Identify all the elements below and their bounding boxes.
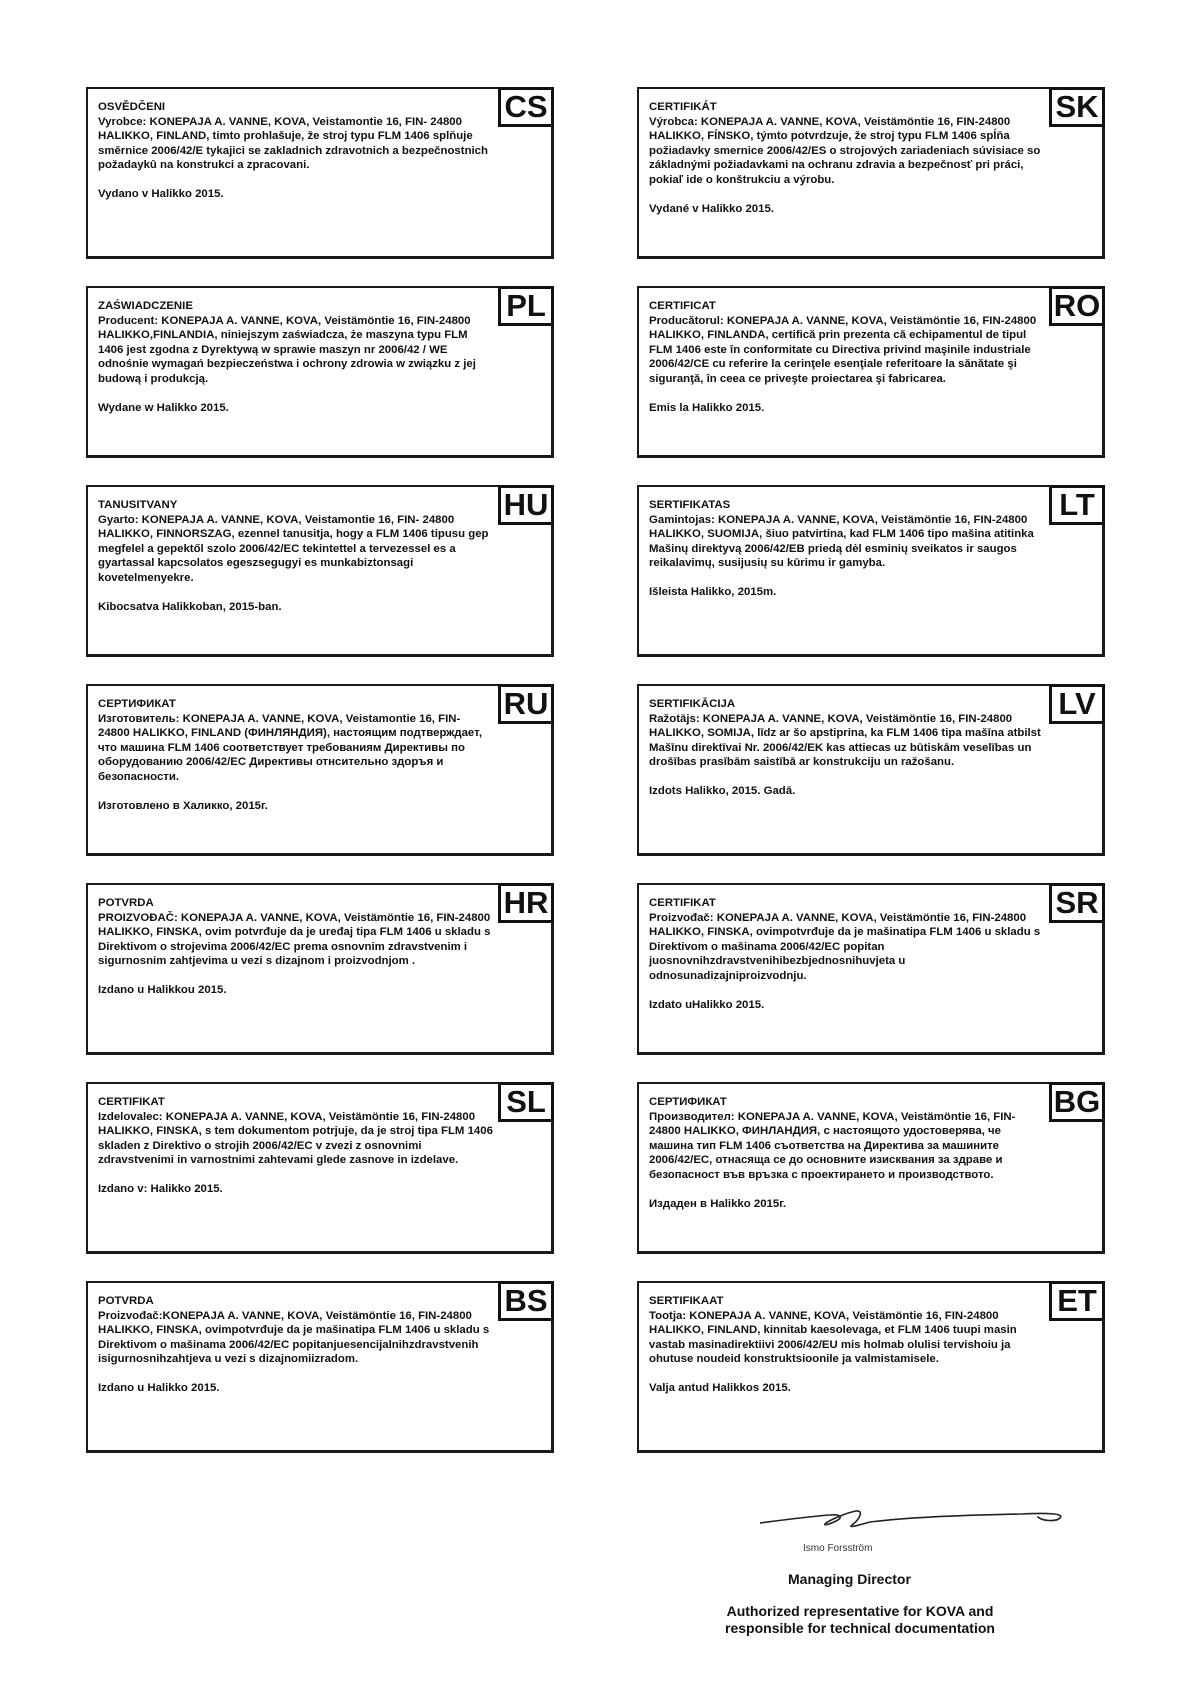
certificate-heading: SERTIFIKAAT bbox=[649, 1295, 724, 1307]
handwritten-signature bbox=[760, 1495, 1070, 1545]
language-code-badge: RO bbox=[1049, 286, 1105, 326]
certificate-text: Vyrobce: KONEPAJA A. VANNE, KOVA, Veistamontie 16, FIN- 24800 HALIKKO, FINLAND, timto prohlašuje, že stroj typu FLM 1406 splňuje směrnice 2006/42/E tykajici se zakladnich zdravotnich a bezpečnostnich požadaykû na konstrukci a zpracovani. bbox=[98, 115, 488, 172]
certificate-issued: Izdano v: Halikko 2015. bbox=[98, 1182, 223, 1195]
language-code-badge: BG bbox=[1049, 1082, 1105, 1122]
certificate-issued: Izdano u Halikkou 2015. bbox=[98, 983, 227, 996]
certificate-sl bbox=[86, 1082, 554, 1254]
language-code-badge: HR bbox=[498, 883, 554, 923]
certificate-issued: Emis la Halikko 2015. bbox=[649, 401, 765, 414]
certificate-text: Producent: KONEPAJA A. VANNE, KOVA, Veistämöntie 16, FIN-24800 HALIKKO,FINLANDIA, niniejszym zaświadcza, że maszyna typu FLM 1406 jest zgodna z Dyrektywą w sprawie maszyn nr 2006/42 / WE odnośnie wymagań bezpieczeństwa i ochrony zdrowia w związku z jej budową i produkcją. bbox=[98, 314, 476, 385]
certificate-issued: Kibocsatva Halikkoban, 2015-ban. bbox=[98, 600, 282, 613]
certificate-text: Izdelovalec: KONEPAJA A. VANNE, KOVA, Veistämöntie 16, FIN-24800 HALIKKO, FINSKA, s tem dokumentom potrjuje, da je stroj tipa FLM 1406 skladen z Direktivo o strojih 2006/42/EC v zvezi z osnovnimi zdravstvenimi in varnostnimi zahtevami glede zasnove in izdelave. bbox=[98, 1110, 493, 1167]
signer-name: Ismo Forsström bbox=[803, 1543, 873, 1554]
language-code-badge: CS bbox=[498, 87, 554, 127]
certificate-bg bbox=[637, 1082, 1105, 1254]
certificate-cs bbox=[86, 87, 554, 259]
certificate-text: Изготовитель: KONEPAJA A. VANNE, KOVA, Veistamontie 16, FIN- 24800 HALIKKO, FINLAND (ФИНЛЯНДИЯ), настоящим подтверждает, что машина FLM 1406 соответствует требованиям Директивы по оборудованию 2006/42/EC Директивы отнсительно здоръя и безопасности. bbox=[98, 712, 482, 783]
certificate-issued: Valja antud Halikkos 2015. bbox=[649, 1381, 791, 1394]
certificate-ru bbox=[86, 684, 554, 856]
certificate-issued: Izdots Halikko, 2015. Gadā. bbox=[649, 784, 796, 797]
certificate-text: Ražotājs: KONEPAJA A. VANNE, KOVA, Veistämöntie 16, FIN-24800 HALIKKO, SOMIJA, līdz ar šo apstiprina, ka FLM 1406 tipa mašīna atbilst Mašīnu direktīvai Nr. 2006/42/EK kas attiecas uz būtiskām veselības un drošības prasībām saistībā ar konstrukciju un ražošanu. bbox=[649, 712, 1041, 769]
certificate-issued: Wydane w Halikko 2015. bbox=[98, 401, 229, 414]
certificate-issued: Vydané v Halikko 2015. bbox=[649, 202, 774, 215]
certificate-hr bbox=[86, 883, 554, 1055]
certificate-heading: ZAŚWIADCZENIE bbox=[98, 300, 193, 312]
language-code-badge: LT bbox=[1049, 485, 1105, 525]
certificate-heading: TANUSITVANY bbox=[98, 499, 178, 511]
language-code-badge: SL bbox=[498, 1082, 554, 1122]
certificate-heading: SERTIFIKĀCIJA bbox=[649, 698, 736, 710]
certificate-heading: POTVRDA bbox=[98, 1295, 154, 1307]
language-code-badge: HU bbox=[498, 485, 554, 525]
language-code-badge: ET bbox=[1049, 1281, 1105, 1321]
language-code-badge: LV bbox=[1049, 684, 1105, 724]
certificate-heading: OSVĚDČENI bbox=[98, 101, 166, 113]
certificate-text: Tootja: KONEPAJA A. VANNE, KOVA, Veistämöntie 16, FIN-24800 HALIKKO, FINLAND, kinnitab kaesolevaga, et FLM 1406 tuupi masin vastab masinadirektiivi 2006/42/EU mis holmab olulisi tervishoiu ja ohutuse noudeid konstruktsioonile ja valmistamisele. bbox=[649, 1309, 1017, 1366]
certificate-heading: CERTIFIKAT bbox=[649, 897, 716, 909]
language-code-badge: SR bbox=[1049, 883, 1105, 923]
certificate-pl bbox=[86, 286, 554, 458]
certificate-text: Proizvođač: KONEPAJA A. VANNE, KOVA, Veistämöntie 16, FIN-24800 HALIKKO, FINSKA, ovimpotvrđuje da je mašinatipa FLM 1406 u skladu s Direktivom o mašinama 2006/42/EC popitan juosnovnihzdravstvenihibezbjednosnihuvjeta u odnosunadizajniproizvodnju. bbox=[649, 911, 1041, 982]
certificate-lv bbox=[637, 684, 1105, 856]
certificate-heading: CERTIFIKÁT bbox=[649, 101, 717, 113]
certificate-sr bbox=[637, 883, 1105, 1055]
language-code-badge: BS bbox=[498, 1281, 554, 1321]
certificate-bs bbox=[86, 1281, 554, 1453]
signer-title: Managing Director bbox=[788, 1571, 911, 1587]
certificate-text: Производител: KONEPAJA A. VANNE, KOVA, Veistämöntie 16, FIN-24800 HALIKKO, ФИНЛАНДИЯ, с настоящото удостоверява, че машина тип FLM 1406 съответства на Директива за машините 2006/42/EC, отнасяща се до основните изисквания за здраве и безопасност във връзка с проектирането и производството. bbox=[649, 1110, 1016, 1181]
certificate-issued: Издаден в Halikko 2015г. bbox=[649, 1197, 786, 1210]
certificate-lt bbox=[637, 485, 1105, 657]
certificate-hu bbox=[86, 485, 554, 657]
certificate-issued: Izdano u Halikko 2015. bbox=[98, 1381, 220, 1394]
language-code-badge: RU bbox=[498, 684, 554, 724]
certificate-heading: СЕРТИФИКАТ bbox=[98, 698, 176, 710]
certificate-heading: СЕРТИФИКАТ bbox=[649, 1096, 727, 1108]
certificate-heading: POTVRDA bbox=[98, 897, 154, 909]
certificate-issued: Изготовлено в Халикко, 2015г. bbox=[98, 799, 268, 812]
certificate-text: Producătorul: KONEPAJA A. VANNE, KOVA, Veistämöntie 16, FIN-24800 HALIKKO, FINLANDA, certifică prin prezenta că echipamentul de tipul FLM 1406 este în conformitate cu Directiva privind maşinile industriale 2006/42/CE cu referire la cerinţele esenţiale referitoare la sănătate şi siguranţă, în ceea ce priveşte proiectarea şi fabricarea. bbox=[649, 314, 1037, 385]
certificate-text: Výrobca: KONEPAJA A. VANNE, KOVA, Veistämöntie 16, FIN-24800 HALIKKO, FÍNSKO, týmto potvrdzuje, že stroj typu FLM 1406 spĺňa požiadavky smernice 2006/42/ES o strojových zariadeniach súvisiace so základnými požiadavkami na ochranu zdravia a bezpečnosť pri práci, pokiaľ ide o konštrukciu a výrobu. bbox=[649, 115, 1041, 186]
certificate-text: PROIZVOĐAČ: KONEPAJA A. VANNE, KOVA, Veistämöntie 16, FIN-24800 HALIKKO, FINSKA, ovim potvrđuje da je uređaj tipa FLM 1406 u skladu s Direktivom o strojevima 2006/42/EC prema osnovnim zdravstvenim i sigurnosnim zahtjevima u vezi s dizajnom i proizvodnjom . bbox=[98, 911, 491, 968]
certificate-et bbox=[637, 1281, 1105, 1453]
language-code-badge: PL bbox=[498, 286, 554, 326]
certificate-text: Gamintojas: KONEPAJA A. VANNE, KOVA, Veistämöntie 16, FIN-24800 HALIKKO, SUOMIJA, šiuo patvirtina, kad FLM 1406 tipo mašina atitinka Mašinų direktyvą 2006/42/EB priedą dėl esminių sveikatos ir saugos reikalavimų, susijusių su kūrimu ir gamyba. bbox=[649, 513, 1034, 570]
representative-note: Authorized representative for KOVA and responsible for technical documentation bbox=[725, 1603, 995, 1636]
certificate-ro bbox=[637, 286, 1105, 458]
language-code-badge: SK bbox=[1049, 87, 1105, 127]
certificate-issued: Izdato uHalikko 2015. bbox=[649, 998, 765, 1011]
certificate-heading: SERTIFIKATAS bbox=[649, 499, 731, 511]
certificate-text: Gyarto: KONEPAJA A. VANNE, KOVA, Veistamontie 16, FIN- 24800 HALIKKO, FINNORSZAG, ezennel tanusitja, hogy a FLM 1406 tipusu gep megfelel a gepektől szolo 2006/42/EC tekintettel a tervezessel es a gyartassal kapcsolatos egeszsegugyi es munkabiztonsagi kovetelmenyekre. bbox=[98, 513, 489, 584]
certificate-issued: Išleista Halikko, 2015m. bbox=[649, 585, 777, 598]
certificate-text: Proizvođač:KONEPAJA A. VANNE, KOVA, Veistämöntie 16, FIN-24800 HALIKKO, FINSKA, ovimpotvrđuje da je mašinatipa FLM 1406 u skladu s Direktivom o mašinama 2006/42/EC popitanjuesencijalnihzdravstvenih isigurnosnihzahtjeva u vezi s dizajnomiizradom. bbox=[98, 1309, 490, 1366]
certificate-heading: CERTIFIKAT bbox=[98, 1096, 165, 1108]
certificate-heading: CERTIFICAT bbox=[649, 300, 716, 312]
certificate-sk bbox=[637, 87, 1105, 259]
certificate-issued: Vydano v Halikko 2015. bbox=[98, 187, 224, 200]
